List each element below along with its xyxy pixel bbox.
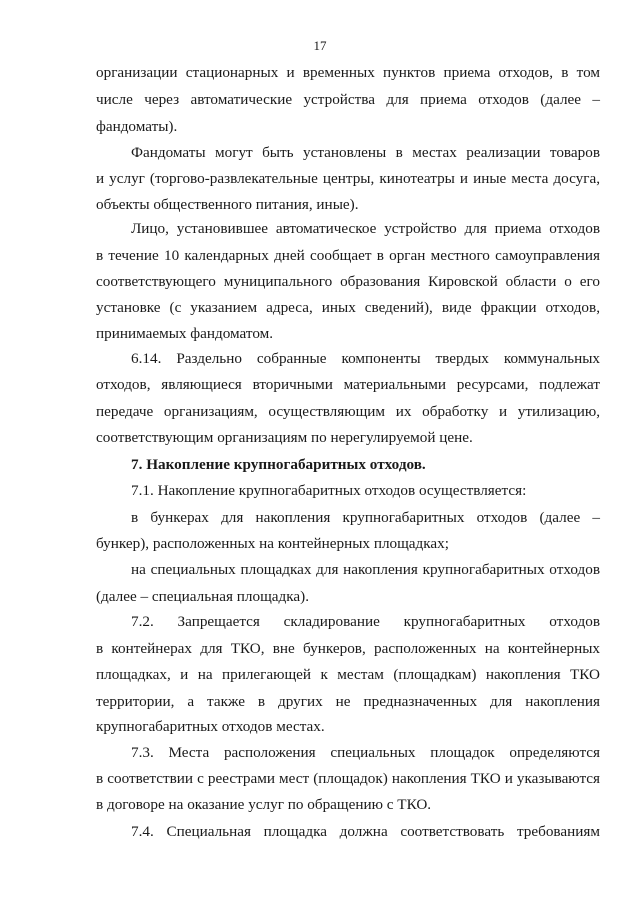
text-line: организации стационарных и временных пунктов приема отходов, в том xyxy=(96,64,600,81)
text-line: объекты общественного питания, иные). xyxy=(96,196,359,213)
text-line: 6.14. Раздельно собранные компоненты твердых коммунальных xyxy=(131,350,600,367)
text-line: в договоре на оказание услуг по обращению с ТКО. xyxy=(96,796,432,813)
text-line: и услуг (торгово-развлекательные центры, кинотеатры и иные места досуга, xyxy=(96,170,600,187)
text-line: принимаемых фандоматом. xyxy=(96,325,274,342)
text-line: передаче организациям, осуществляющим их обработку и утилизацию, xyxy=(96,403,600,420)
text-line: в течение 10 календарных дней сообщает в орган местного самоуправления xyxy=(96,247,600,264)
text-line: на специальных площадках для накопления крупногабаритных отходов xyxy=(131,561,600,578)
text-line: 7.3. Места расположения специальных площадок определяются xyxy=(131,744,600,761)
text-line: 7.4. Специальная площадка должна соответствовать требованиям xyxy=(131,823,600,840)
text-line: фандоматы). xyxy=(96,118,178,135)
text-line: числе через автоматические устройства для приема отходов (далее – xyxy=(96,91,600,108)
text-line: соответствующим организациям по нерегулируемой цене. xyxy=(96,429,473,446)
text-line: бункер), расположенных на контейнерных площадках; xyxy=(96,535,449,552)
text-line: (далее – специальная площадка). xyxy=(96,588,310,605)
text-line: в соответствии с реестрами мест (площадок) накопления ТКО и указываются xyxy=(96,770,600,787)
page-number: 17 xyxy=(313,38,327,53)
text-line: соответствующего муниципального образования Кировской области о его xyxy=(96,273,600,290)
text-line: Фандоматы могут быть установлены в местах реализации товаров xyxy=(131,144,600,161)
section-heading: 7. Накопление крупногабаритных отходов. xyxy=(131,456,426,473)
text-line: 7.1. Накопление крупногабаритных отходов осуществляется: xyxy=(131,482,527,499)
text-line: установке (с указанием адреса, иных сведений), виде фракции отходов, xyxy=(96,299,600,316)
text-line: 7.2. Запрещается складирование крупногабаритных отходов xyxy=(131,613,600,630)
text-line: отходов, являющиеся вторичными материальными ресурсами, подлежат xyxy=(96,376,600,393)
text-line: в бункерах для накопления крупногабаритных отходов (далее – xyxy=(131,509,600,526)
text-line: крупногабаритных отходов местах. xyxy=(96,718,325,735)
text-line: в контейнерах для ТКО, вне бункеров, расположенных на контейнерных xyxy=(96,640,600,657)
text-line: площадках, и на прилегающей к местам (площадкам) накопления ТКО xyxy=(96,666,600,683)
text-line: территории, а также в других не предназначенных для накопления xyxy=(96,693,600,710)
text-line: Лицо, установившее автоматическое устройство для приема отходов xyxy=(131,220,600,237)
